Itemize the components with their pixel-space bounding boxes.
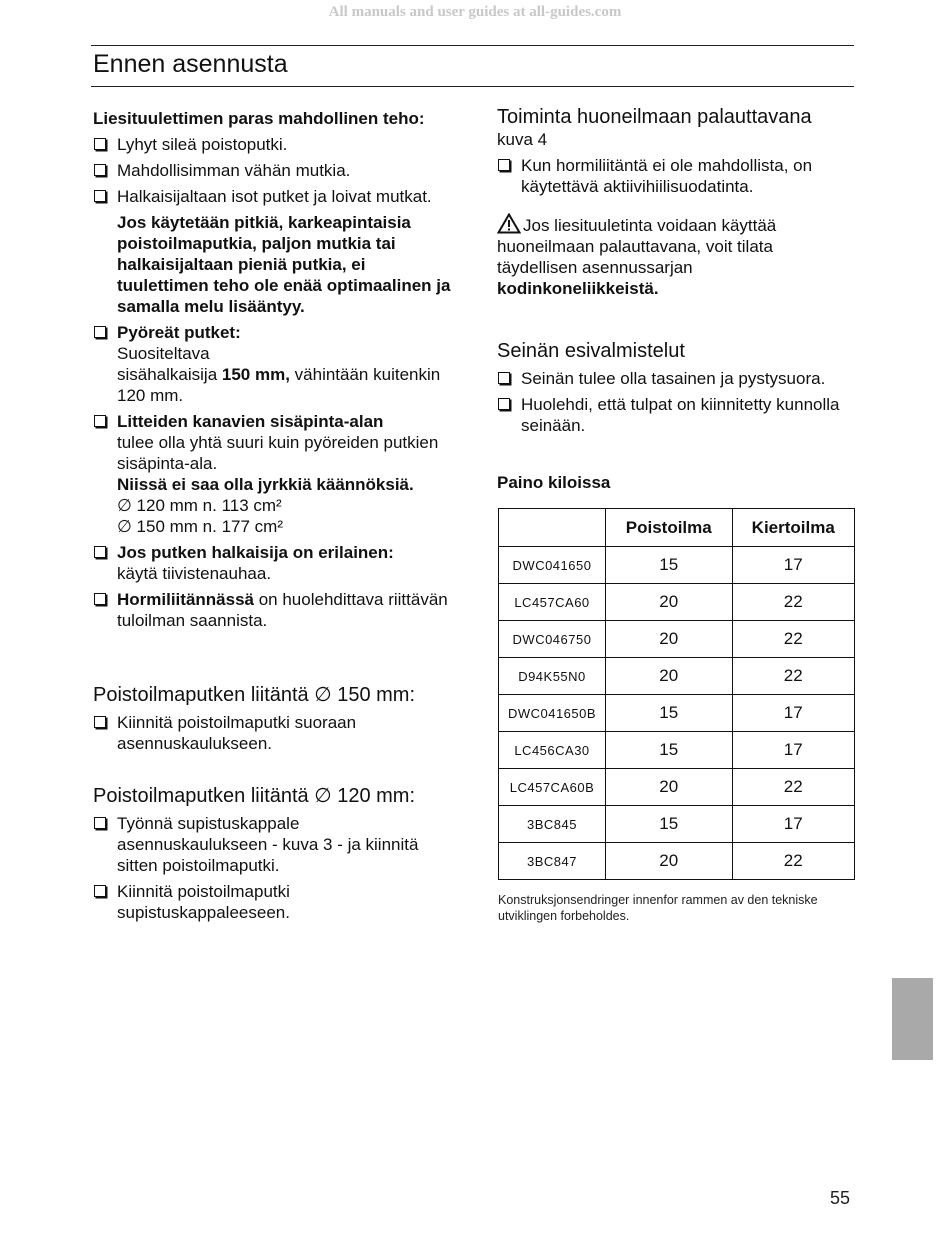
round-ducts-text: Suositeltava: [117, 344, 210, 363]
right-column: [497, 105, 857, 493]
flat-ducts-dimension: ∅ 120 mm n. 113 cm²: [117, 496, 282, 515]
recirculation-list: [497, 155, 857, 197]
table-row: [499, 732, 855, 769]
exhaust-weight-cell: 20: [606, 843, 733, 880]
recirculation-weight-cell: 17: [732, 695, 855, 732]
connection-120-heading: Poistoilmaputken liitäntä ∅ 120 mm:: [93, 785, 416, 807]
round-ducts-title: Pyöreät putket:: [117, 323, 241, 342]
checkbox-icon: [94, 415, 106, 427]
list-item-text: Kiinnitä poistoilmaputki supistuskappaleeseen.: [117, 882, 290, 922]
checkbox-icon: [94, 190, 106, 202]
chimney-text: on huolehdittava riittävän tuloilman saannista.: [117, 590, 448, 630]
recirculation-weight-cell: 22: [732, 621, 855, 658]
table-row: [499, 769, 855, 806]
model-cell: DWC041650: [499, 547, 606, 584]
list-item-text: Mahdollisimman vähän mutkia.: [117, 161, 351, 180]
checkbox-icon: [94, 716, 106, 728]
checkbox-icon: [498, 372, 510, 384]
footnote: Konstruksjonsendringer innenfor rammen av den tekniske utviklingen forbeholdes.: [498, 893, 818, 923]
performance-warning: Jos käytetään pitkiä, karkeapintaisia poistoilmaputkia, paljon mutkia tai halkaisijaltaan pieniä putkia, ei tuulettimen teho ole enää optimaalinen ja samalla melu lisääntyy.: [117, 213, 451, 316]
warning-triangle-icon: [497, 213, 521, 234]
recirculation-weight-cell: 17: [732, 806, 855, 843]
weight-heading: Paino kiloissa: [497, 473, 611, 492]
recirculation-note: [497, 213, 857, 299]
flat-ducts-title: Litteiden kanavien sisäpinta-alan: [117, 412, 384, 431]
recirculation-note-bold: kodinkoneliikkeistä.: [497, 279, 659, 298]
recirculation-weight-cell: 17: [732, 732, 855, 769]
list-item-text: Halkaisijaltaan isot putket ja loivat mutkat.: [117, 187, 432, 206]
title-rule: [91, 86, 854, 87]
performance-list: [93, 134, 453, 207]
diameter-text: käytä tiivistenauhaa.: [117, 564, 272, 583]
list-item: [497, 155, 857, 197]
checkbox-icon: [94, 593, 106, 605]
model-cell: 3BC845: [499, 806, 606, 843]
connection-120-list: [93, 813, 453, 923]
checkbox-icon: [94, 138, 106, 150]
model-cell: DWC041650B: [499, 695, 606, 732]
list-item: [93, 881, 453, 923]
list-item: [93, 813, 453, 876]
list-item: [93, 160, 453, 181]
table-row: [499, 621, 855, 658]
list-item-chimney: [93, 589, 453, 631]
recirculation-weight-cell: 22: [732, 769, 855, 806]
list-item-text: Lyhyt sileä poistoputki.: [117, 135, 288, 154]
checkbox-icon: [498, 398, 510, 410]
exhaust-weight-cell: 15: [606, 732, 733, 769]
diameter-title: Jos putken halkaisija on erilainen:: [117, 543, 394, 562]
table-row: [499, 547, 855, 584]
flat-ducts-dimension: ∅ 150 mm n. 177 cm²: [117, 517, 283, 536]
exhaust-weight-cell: 15: [606, 547, 733, 584]
checkbox-icon: [498, 159, 510, 171]
left-column: [93, 108, 453, 923]
checkbox-icon: [94, 164, 106, 176]
recirculation-weight-cell: 22: [732, 843, 855, 880]
checkbox-icon: [94, 817, 106, 829]
exhaust-weight-cell: 20: [606, 584, 733, 621]
model-cell: LC457CA60: [499, 584, 606, 621]
table-header-row: [499, 509, 855, 547]
recirculation-heading: Toiminta huoneilmaan palauttavana: [497, 106, 812, 128]
connection-150-list: [93, 712, 453, 754]
performance-heading: Liesituulettimen paras mahdollinen teho:: [93, 109, 425, 128]
recirculation-weight-cell: 17: [732, 547, 855, 584]
connection-150-heading: Poistoilmaputken liitäntä ∅ 150 mm:: [93, 684, 416, 706]
list-item-flat-ducts: [93, 411, 453, 537]
table-row: [499, 695, 855, 732]
recirculation-subheading: kuva 4: [497, 130, 548, 149]
model-cell: DWC046750: [499, 621, 606, 658]
checkbox-icon: [94, 326, 106, 338]
model-cell: D94K55N0: [499, 658, 606, 695]
list-item: [93, 186, 453, 207]
table-body: [499, 547, 855, 880]
round-ducts-text: vähintään kuitenkin 120 mm.: [117, 365, 441, 405]
recirculation-weight-cell: 22: [732, 584, 855, 621]
list-item-text: Seinän tulee olla tasainen ja pystysuora.: [521, 369, 826, 388]
list-item-text: Työnnä supistuskappale asennuskaulukseen - kuva 3 - ja kiinnitä sitten poistoilmaputki.: [117, 814, 419, 875]
table-row: [499, 658, 855, 695]
table-row: [499, 843, 855, 880]
model-cell: 3BC847: [499, 843, 606, 880]
round-ducts-diameter: 150 mm,: [221, 365, 290, 384]
checkbox-icon: [94, 546, 106, 558]
list-item-diameter: [93, 542, 453, 584]
round-ducts-text: sisähalkaisija: [117, 365, 222, 384]
exhaust-weight-cell: 20: [606, 769, 733, 806]
recirculation-note-text: Jos liesituuletinta voidaan käyttää huoneilmaan palauttavana, voit tilata täydellisen asennussarjan: [497, 216, 777, 277]
top-rule: [91, 45, 854, 46]
table-header-exhaust: Poistoilma: [606, 509, 733, 547]
table-row: [499, 806, 855, 843]
recirculation-weight-cell: 22: [732, 658, 855, 695]
page-number: 55: [830, 1188, 851, 1208]
list-item: [497, 394, 857, 436]
list-item-text: Huolehdi, että tulpat on kiinnitetty kunnolla seinään.: [521, 395, 840, 435]
chimney-title: Hormiliitännässä: [117, 590, 254, 609]
flat-ducts-warning: Niissä ei saa olla jyrkkiä käännöksiä.: [117, 475, 414, 494]
table-row: [499, 584, 855, 621]
list-item-round-ducts: [93, 322, 453, 406]
table-header-model: [499, 509, 606, 547]
exhaust-weight-cell: 15: [606, 806, 733, 843]
page-title: Ennen asennusta: [93, 50, 288, 78]
exhaust-weight-cell: 20: [606, 658, 733, 695]
language-tab-marker: [892, 978, 933, 1060]
exhaust-weight-cell: 15: [606, 695, 733, 732]
weight-table: [498, 508, 855, 880]
wall-preparation-list: [497, 368, 857, 436]
duct-list: [93, 322, 453, 631]
list-item: [497, 368, 857, 389]
watermark: All manuals and user guides at all-guides.com: [328, 4, 622, 20]
exhaust-weight-cell: 20: [606, 621, 733, 658]
list-item-text: Kun hormiliitäntä ei ole mahdollista, on käytettävä aktiivihiilisuodatinta.: [521, 156, 813, 196]
wall-preparation-heading: Seinän esivalmistelut: [497, 340, 685, 362]
list-item-text: Kiinnitä poistoilmaputki suoraan asennuskaulukseen.: [117, 713, 357, 753]
flat-ducts-text: tulee olla yhtä suuri kuin pyöreiden putkien sisäpinta-ala.: [117, 433, 439, 473]
model-cell: LC457CA60B: [499, 769, 606, 806]
list-item: [93, 712, 453, 754]
list-item: [93, 134, 453, 155]
checkbox-icon: [94, 885, 106, 897]
table-header-recirculation: Kiertoilma: [732, 509, 855, 547]
model-cell: LC456CA30: [499, 732, 606, 769]
